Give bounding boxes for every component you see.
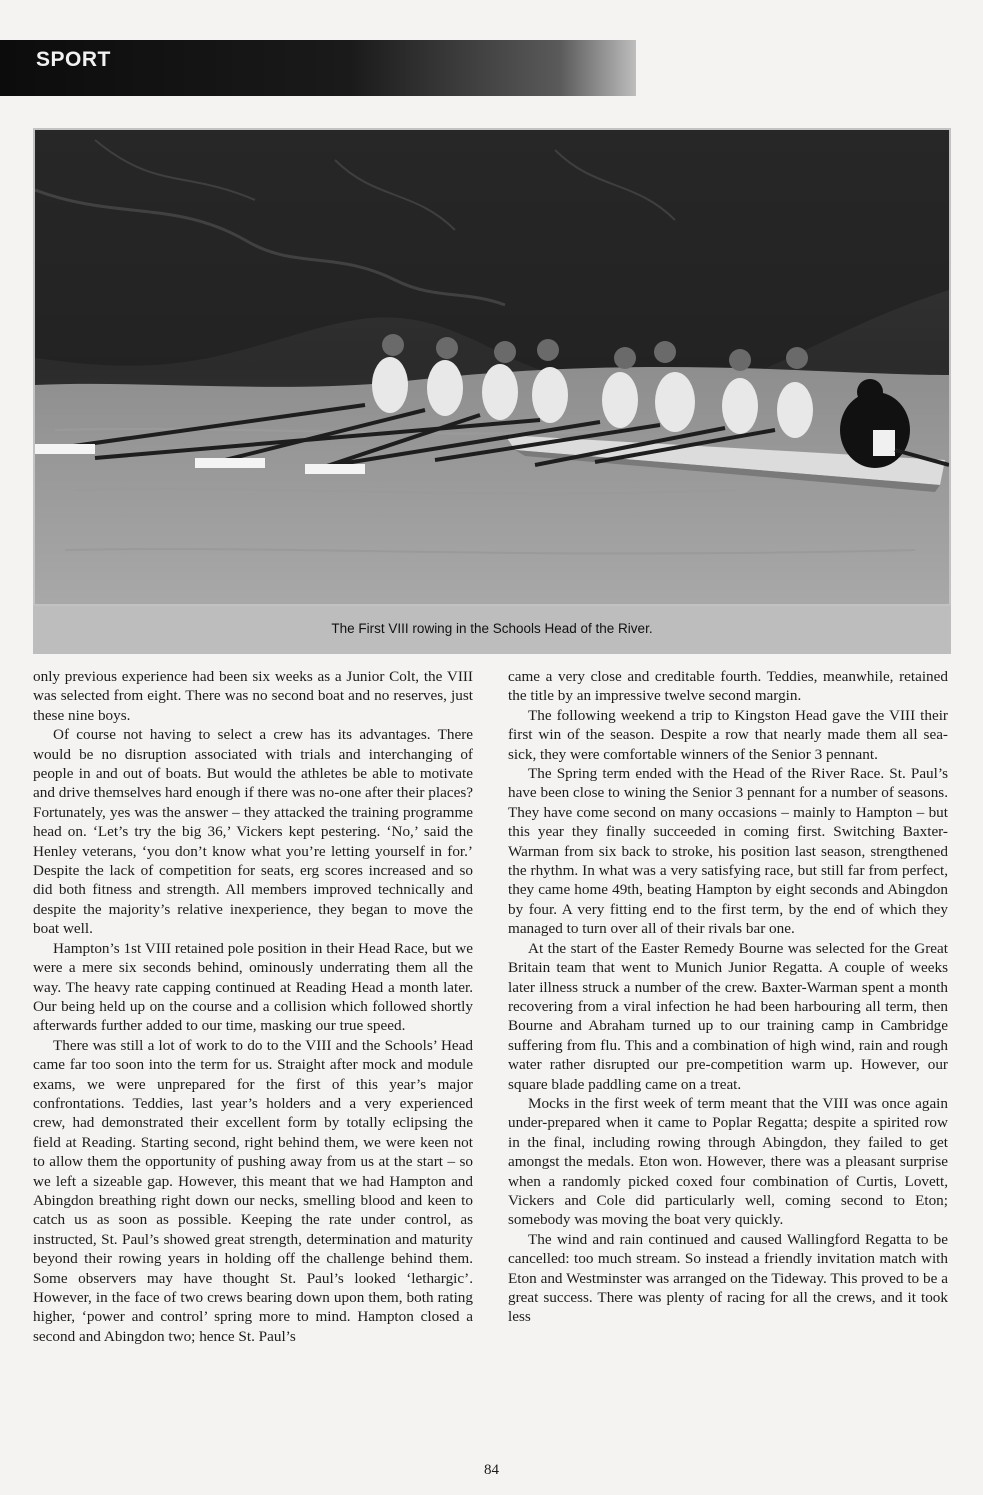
paragraph: The following weekend a trip to Kingston Head gave the VIII their first win of the season. Despite a row that nearly made them all sea-sick, they were comfortable winners of the Senior 3 pennant. (508, 706, 948, 763)
rowing-crew-photo (35, 130, 949, 604)
paragraph: At the start of the Easter Remedy Bourne was selected for the Great Britain team that went to Munich Junior Regatta. A couple of weeks later illness struck a number of the crew. Baxter-Warman spent a month recovering from a viral infection he had been harbouring all term, then Bourne and Abraham turned up to our training camp in Cambridge suffering from flu. This and a combination of high wind, rain and rough water rather disrupted our pre-competition warm up. However, our square blade paddling came on a treat. (508, 939, 948, 1093)
paragraph: There was still a lot of work to do to the VIII and the Schools’ Head came far too soon into the term for us. Straight after mock and module exams, we were unprepared for the first of this year’s major confrontations. Teddies, last year’s holders and a very experienced crew, had demonstrated their excellent form by totally eclipsing the field at Reading. Starting second, right behind them, we were keen not to allow them the opportunity of pushing away from us at the start – so we left a sizeable gap. However, this meant that we had Hampton and Abingdon breathing right down our necks, smelling blood and keen to catch us as soon as possible. Keeping the rate under control, as instructed, St. Paul’s showed great strength, determination and maturity beyond their rowing years in holding off the challenge behind them. Some observers may have thought St. Paul’s looked ‘lethargic’. However, in the face of two crews bearing down upon them, both rating higher, ‘power and control’ spring more to mind. Hampton closed a second and Abingdon two; hence St. Paul’s (33, 1036, 473, 1345)
paragraph: The Spring term ended with the Head of the River Race. St. Paul’s have been close to wining the Senior 3 pennant for a number of seasons. They have come second on many occasions – mainly to Hampton – but this year they finally succeeded in coming first. Switching Baxter-Warman from six back to stroke, his position last season, strengthened the rhythm. In what was a very satisfying race, but still far from perfect, they came home 49th, beating Hampton by eight seconds and Abingdon by four. A very fitting end to the first term, by the end of which they managed to turn over all of their rivals bar one. (508, 765, 948, 938)
photo-caption: The First VIII rowing in the Schools Head of the River. (331, 621, 653, 636)
paragraph: came a very close and creditable fourth. Teddies, meanwhile, retained the title by an impressive twelve second margin. (508, 668, 948, 705)
right-column (508, 667, 948, 1327)
paragraph: Hampton’s 1st VIII retained pole position in their Head Race, but we were a mere six seconds behind, ominously underrating them all the way. The heavy rate capping continued at Reading Head a month later. Our being held up on the course and a collision which followed shortly afterwards further added to our time, masking our true speed. (33, 939, 473, 1035)
paragraph: Mocks in the first week of term meant that the VIII was once again under-prepared when it came to Poplar Regatta; despite a spirited row in the final, including rowing through Abingdon, they failed to get amongst the medals. Eton won. However, there was a pleasant surprise when a randomly picked coxed four combination of Curtis, Lovett, Vickers and Cole did particularly well, coming second to Eton; somebody was moving the boat very quickly. (508, 1094, 948, 1229)
page-number: 84 (484, 1462, 499, 1478)
paragraph: only previous experience had been six weeks as a Junior Colt, the VIII was selected from eight. There was no second boat and no reserves, just these nine boys. (33, 668, 473, 724)
left-column (33, 667, 473, 1346)
paragraph: Of course not having to select a crew has its advantages. There would be no disruption associated with trials and interchanging of people in and out of boats. But would the athletes be able to motivate and drive themselves hard enough if there was no-one after their places? Fortunately, yes was the answer – they attacked the training programme head on. ‘Let’s try the big 36,’ Vickers kept pestering. ‘No,’ said the Henley veterans, ‘you don’t know what you’re letting yourself in for.’ Despite the lack of competition for seats, erg scores increased and so did both fitness and strength. All members improved technically and despite the majority’s relative inexperience, they began to move the boat well. (33, 726, 473, 938)
caption-bar (33, 606, 951, 654)
section-title: SPORT (36, 48, 111, 71)
paragraph: The wind and rain continued and caused Wallingford Regatta to be cancelled: too much stream. So instead a friendly invitation match with Eton and Westminster was arranged on the Tideway. This proved to be a great success. There was plenty of racing for all the crews, and it took less (508, 1230, 948, 1326)
photo-figure (33, 128, 951, 654)
section-header (0, 40, 636, 96)
